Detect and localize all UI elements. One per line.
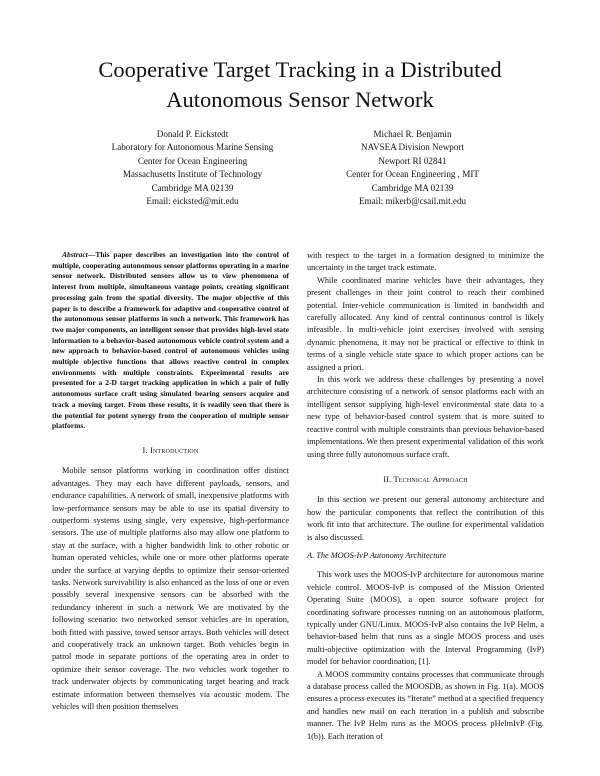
title-line-1: Cooperative Target Tracking in a Distributed [98,57,502,82]
author-affiliation: Center for Ocean Engineering , MIT [346,169,479,180]
author-affiliation: NAVSEA Division Newport [361,142,464,153]
subsection-heading-moos-ivp: A. The MOOS-IvP Autonomy Architecture [307,550,447,560]
abstract-text: —This paper describes an investigation into the control of multiple, cooperating autonomous sensor platforms operating in a marine sensor network. Distributed sensors allow us to view phenomena of interest from multiple, simultaneous vantage points, creating significant processing gain from the spatial diversity. The major objective of this paper is to describe a framework for adaptive and cooperative control of the autonomous sensor platforms in such a network. This framework has two major components, an intelligent sensor that provides high-level state information to a behavior-based autonomous vehicle control system and a new approach to behavior-based control of autonomous vehicles using multiple objective functions that allows reactive control in complex environments with multiple constraints. Experimental results are presented for a 2-D target tracking application in which a pair of fully autonomous surface craft using simulated bearing sensors acquire and track a moving target. From these results, it is readily seen that there is the potential for potent synergy from the cooperation of multiple sensor platforms. [52,250,289,431]
paragraph: This work uses the MOOS-IvP architecture for autonomous marine vehicle control. MOOS-IvP is composed of the Mission Oriented Operating Suite (MOOS), a open source software project for coordinating software processes running on an autonomous platform, typically under GNU/Linux. MOOS-IvP also contains the IvP Helm, a behavior-based helm that runs as a single MOOS process and uses multi-objective optimization with the Interval Programming (IvP) model for behavior coordination, [1]. [307,570,544,667]
left-column [52,250,289,713]
author-affiliation: Massachusetts Institute of Technology [122,169,263,180]
author-name: Donald P. Eickstedt [156,129,229,139]
author-email: Email: mikerb@csail.mit.edu [358,196,467,207]
paragraph: In this section we present our general autonomy architecture and how the particular components that reflect the contribution of this work fit into that architecture. The outline for experimental validation is also discussed. [307,495,544,542]
right-column [307,250,544,743]
author-address: Cambridge MA 02139 [371,182,454,193]
author-address: Newport RI 02841 [378,155,447,166]
author-affiliation: Center for Ocean Engineering [137,155,248,166]
paragraph: While coordinated marine vehicles have their advantages, they present challenges in their joint control to reach their combined potential. Inter-vehicle communication is limited in bandwidth and carefully allocated. Any kind of central continuous control is likely infeasible. In multi-vehicle joint exercises involved with sensing dynamic phenomena, it may not be practical or effective to think in terms of a single vehicle state space to which proper actions can be assigned a priori. [307,275,544,372]
paper-title [0,55,600,115]
section-heading-technical-approach: II. Technical Approach [383,474,468,484]
author-block-2 [300,128,525,208]
paragraph: A MOOS community contains processes that communicate through a database process called the MOOSDB, as shown in Fig. 1(a). MOOS ensures a process executes its “Iterate” method at a specified frequency and handles new mail on each iteration in a publish and subscribe manner. The IvP Helm runs as the MOOS process pHelmIvP (Fig. 1(b)). Each iteration of [307,669,544,741]
paragraph: In this work we address these challenges by presenting a novel architecture consisting of a network of sensor platforms each with an intelligent sensor supplying high-level environmental state data to a new type of behavior-based control system that is more suited to reactive control with multiple constraints than previous behavior-based implementations. We then present experimental validation of this work using three fully autonomous surface craft. [307,375,544,459]
paragraph: Mobile sensor platforms working in coordination offer distinct advantages. They may each have different payloads, sensors, and endurance capabilities. A network of small, inexpensive platforms with low-performance sensors may be able to use its spatial diversity to outperform systems using single, very expensive, high-performance sensors. The use of multiple platforms also may allow one platform to stay at the surface, with a higher bandwidth link to other robotic or human operated vehicles, while one or more other platforms operate under the surface at varying depths to optimize their sensor-oriented tasks. Network survivability is also enhanced as the loss of one or even possibly several inexpensive sensors can be absorbed with the redundancy inherent in such a network We are motivated by the following scenario: two networked sensor vehicles are in operation, both fitted with passive, towed sensor arrays. Both vehicles will detect and cooperatively track an unknown target. Both vehicles begin in patrol mode in separate portions of the operating area in order to optimize their sensor coverage. The two vehicles work together to track underwater objects by communicating target bearing and track estimate information between themselves via acoustic modem. The vehicles will then position themselves [52,466,289,712]
section-heading-introduction: I. Introduction [142,445,199,455]
paragraph: with respect to the target in a formation designed to minimize the uncertainty in the target track estimate. [307,251,544,273]
abstract [52,250,289,432]
title-line-2: Autonomous Sensor Network [166,87,434,112]
author-block-1 [75,128,310,208]
author-affiliation: Laboratory for Autonomous Marine Sensing [111,142,274,153]
author-address: Cambridge MA 02139 [151,182,234,193]
abstract-lead: Abstract [62,250,88,259]
author-name: Michael R. Benjamin [373,129,452,139]
author-email: Email: eicksted@mit.edu [146,196,239,207]
